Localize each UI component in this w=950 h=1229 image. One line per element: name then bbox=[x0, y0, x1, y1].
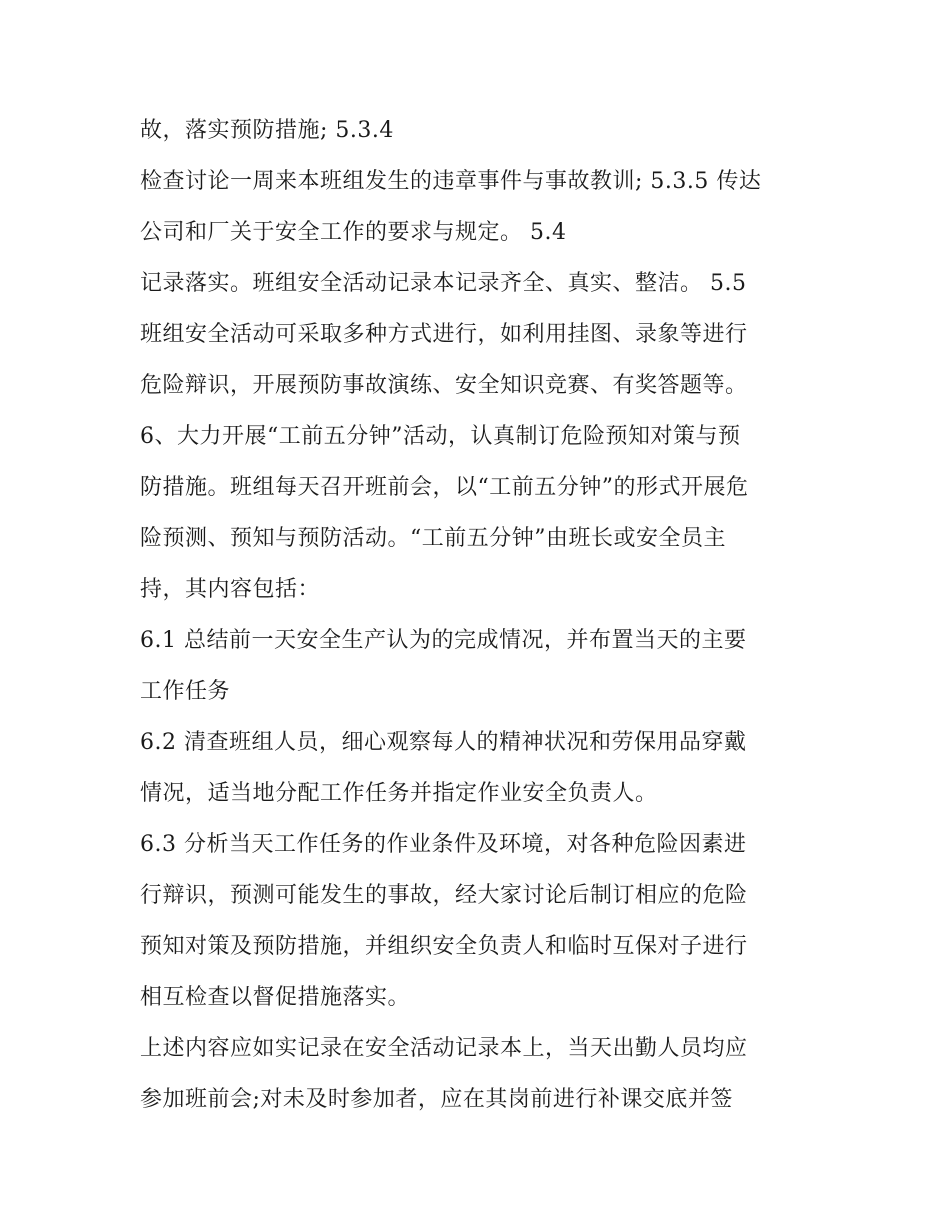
text-line: 故，落实预防措施; 5.3.4 bbox=[140, 118, 394, 143]
text-line: 防措施。班组每天召开班前会，以“工前五分钟”的形式开展危 bbox=[140, 475, 749, 500]
text-line: 险预测、预知与预防活动。“工前五分钟”由班长或安全员主 bbox=[140, 526, 726, 551]
text-line: 6.3 分析当天工作任务的作业条件及环境，对各种危险因素进 bbox=[140, 832, 747, 857]
text-line: 持，其内容包括： bbox=[140, 577, 321, 602]
text-line: 6、大力开展“工前五分钟”活动，认真制订危险预知对策与预 bbox=[140, 424, 741, 449]
text-line: 工作任务 bbox=[140, 679, 231, 704]
text-line: 参加班前会;对未及时参加者，应在其岗前进行补课交底并签 bbox=[140, 1087, 733, 1112]
text-line: 班组安全活动可采取多种方式进行，如利用挂图、录象等进行 bbox=[140, 322, 748, 347]
document-body bbox=[140, 105, 820, 1125]
text-line: 上述内容应如实记录在安全活动记录本上，当天出勤人员均应 bbox=[140, 1036, 748, 1061]
text-line: 相互检查以督促措施落实。 bbox=[140, 985, 411, 1010]
text-line: 6.1 总结前一天安全生产认为的完成情况，并布置当天的主要 bbox=[140, 628, 747, 653]
text-line: 行辩识，预测可能发生的事故，经大家讨论后制订相应的危险 bbox=[140, 883, 748, 908]
text-line: 记录落实。班组安全活动记录本记录齐全、真实、整洁。 5.5 bbox=[140, 271, 747, 296]
text-line: 预知对策及预防措施，并组织安全负责人和临时互保对子进行 bbox=[140, 934, 748, 959]
text-line: 公司和厂关于安全工作的要求与规定。 5.4 bbox=[140, 220, 567, 245]
text-line: 情况，适当地分配工作任务并指定作业安全负责人。 bbox=[140, 781, 658, 806]
text-line: 危险辩识，开展预防事故演练、安全知识竞赛、有奖答题等。 bbox=[140, 373, 748, 398]
text-line: 检查讨论一周来本班组发生的违章事件与事故教训; 5.3.5 传达 bbox=[140, 169, 762, 194]
text-line: 6.2 清查班组人员，细心观察每人的精神状况和劳保用品穿戴 bbox=[140, 730, 747, 755]
